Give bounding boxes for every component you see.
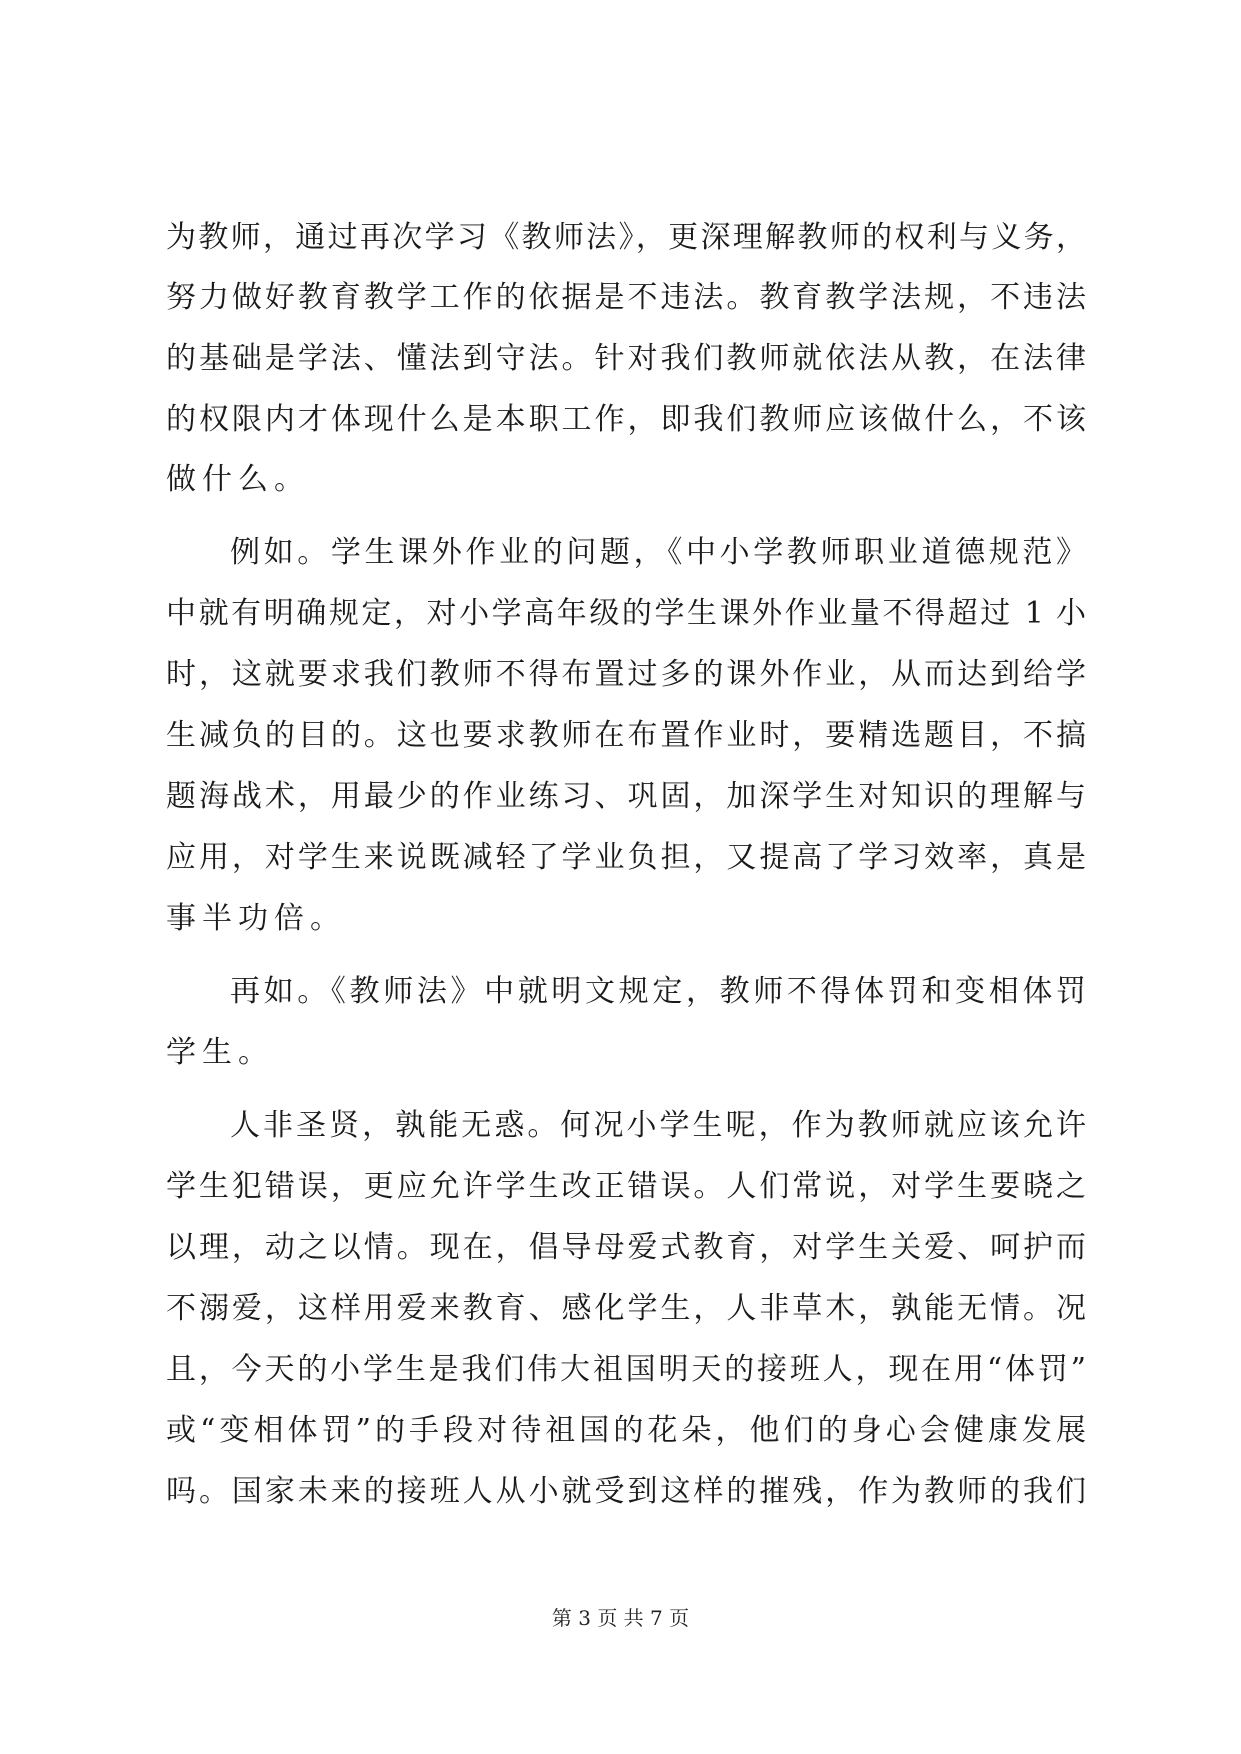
- text-line: 学生。: [166, 1035, 274, 1070]
- text-line: 吗。国家未来的接班人从小就受到这样的摧残，作为教师的我们: [166, 1474, 1086, 1509]
- text-line: 中就有明确规定，对小学高年级的学生课外作业量不得超过 1 小: [166, 596, 1086, 631]
- text-line: 生减负的目的。这也要求教师在布置作业时，要精选题目，不搞: [166, 718, 1086, 753]
- text-line: 的权限内才体现什么是本职工作，即我们教师应该做什么，不该: [166, 402, 1086, 437]
- text-line: 学生犯错误，更应允许学生改正错误。人们常说，对学生要晓之: [166, 1169, 1086, 1204]
- text-line: 事半功倍。: [166, 901, 346, 936]
- text-line: 题海战术，用最少的作业练习、巩固，加深学生对知识的理解与: [166, 779, 1086, 814]
- text-line: 为教师，通过再次学习《教师法》，更深理解教师的权利与义务，: [166, 220, 1086, 255]
- text-line: 努力做好教育教学工作的依据是不违法。教育教学法规，不违法: [166, 280, 1086, 315]
- text-line: 做什么。: [166, 462, 310, 497]
- text-line: 以理，动之以情。现在，倡导母爱式教育，对学生关爱、呵护而: [166, 1230, 1086, 1265]
- text-line: 且，今天的小学生是我们伟大祖国明天的接班人，现在用“体罚”: [166, 1352, 1086, 1387]
- text-line: 不溺爱，这样用爱来教育、感化学生，人非草木，孰能无情。况: [166, 1291, 1086, 1326]
- page-number-footer: 第 3 页 共 7 页: [551, 1606, 690, 1630]
- text-line: 例如。学生课外作业的问题，《中小学教师职业道德规范》: [230, 535, 1086, 570]
- text-line: 的基础是学法、懂法到守法。针对我们教师就依法从教，在法律: [166, 341, 1086, 376]
- text-line: 或“变相体罚”的手段对待祖国的花朵，他们的身心会健康发展: [166, 1413, 1086, 1448]
- text-line: 时，这就要求我们教师不得布置过多的课外作业，从而达到给学: [166, 657, 1086, 692]
- text-line: 应用，对学生来说既减轻了学业负担，又提高了学习效率，真是: [166, 840, 1086, 875]
- text-line: 人非圣贤，孰能无惑。何况小学生呢，作为教师就应该允许: [230, 1108, 1086, 1143]
- text-line: 再如。《教师法》中就明文规定，教师不得体罚和变相体罚: [230, 974, 1086, 1009]
